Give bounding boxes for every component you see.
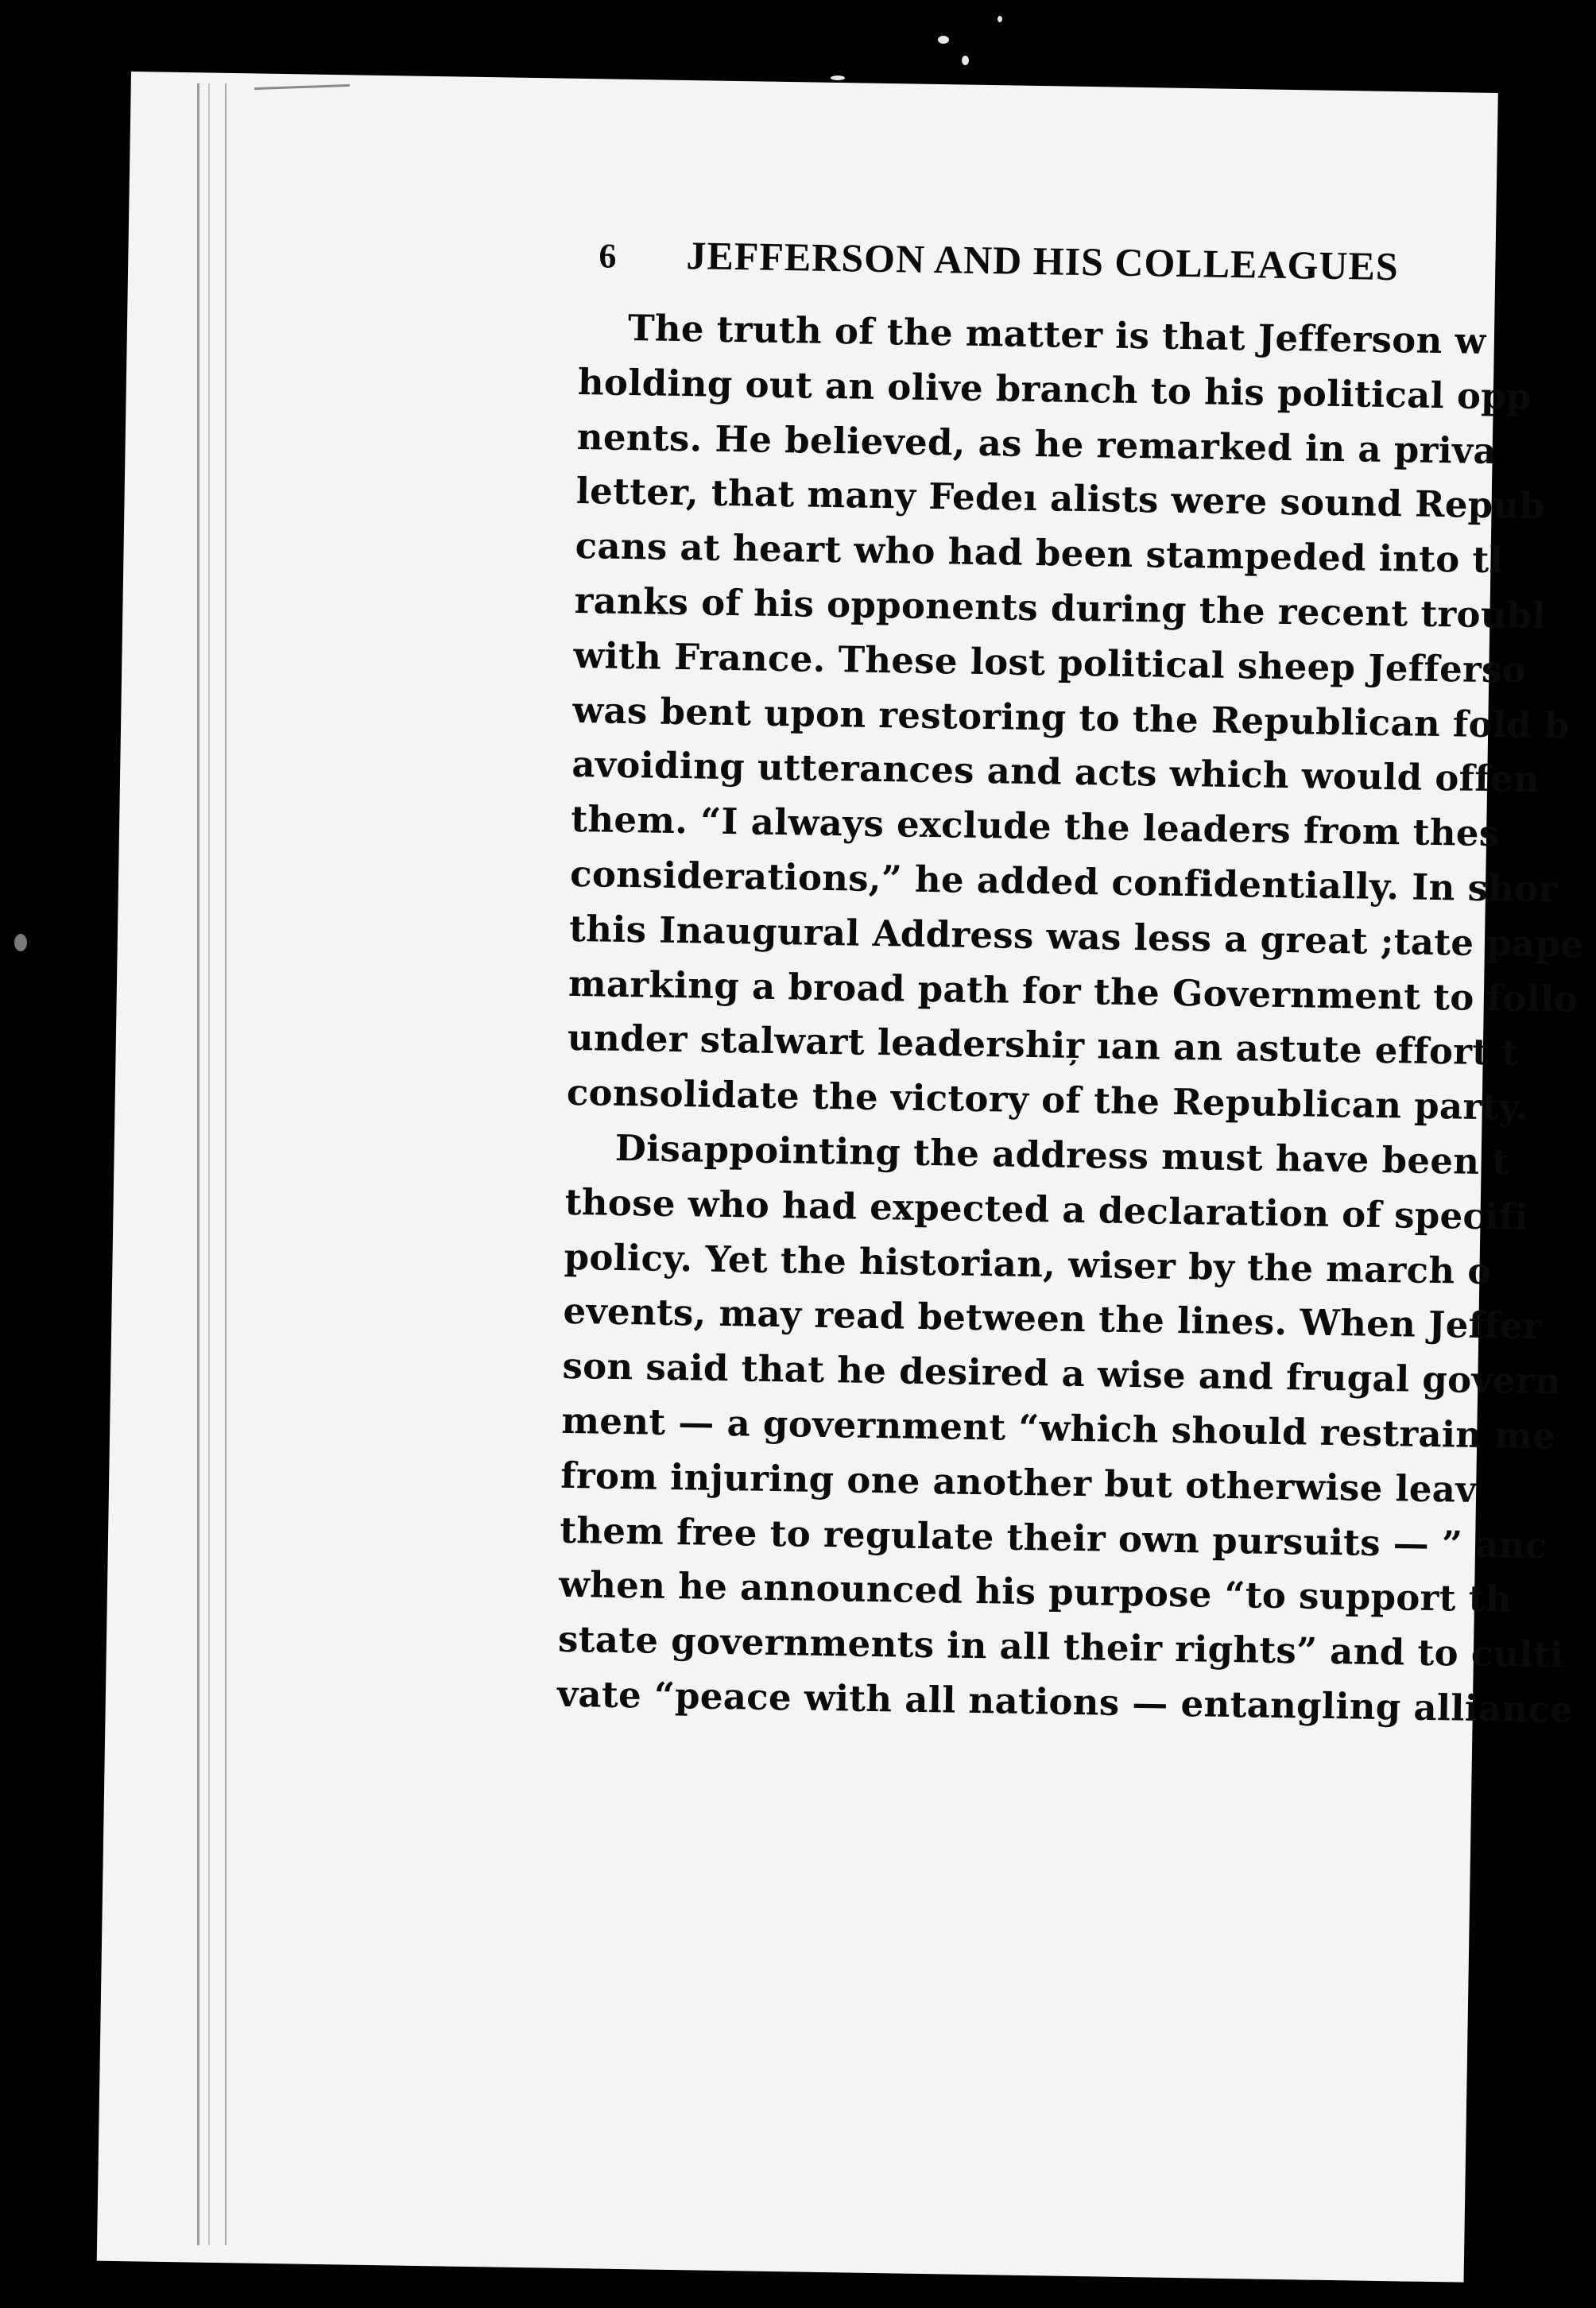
text-line: nents. He believed, as he remarked in a priva [576, 415, 1497, 472]
text-line: considerations,” he added confidentially. In shor [569, 852, 1558, 911]
text-line: consolidate the victory of the Republican party. [566, 1071, 1529, 1129]
binding-edge-line [197, 83, 200, 2245]
dust-speck [962, 56, 969, 65]
text-line: Disappointing the address must have been t [614, 1126, 1509, 1183]
text-line: letter, that many Fedeı alists were sound Repub [575, 470, 1545, 528]
text-line: policy. Yet the historian, wiser by the march o [564, 1235, 1493, 1292]
text-line: this Inaugural Address was less a great ;tate pape [568, 907, 1584, 966]
dust-speck [14, 934, 27, 951]
text-block [556, 230, 1584, 1737]
text-line: vate “peace with all nations — entangling alliance [556, 1672, 1574, 1731]
text-line: those who had expected a declaration of specifi [564, 1180, 1529, 1238]
text-line: son said that he desired a wise and frugal govern [562, 1344, 1562, 1403]
binding-edge-line [225, 83, 227, 2245]
text-line: from injuring one another but otherwise leav [560, 1454, 1478, 1511]
text-line: was bent upon restoring to the Republican fold b [572, 688, 1571, 747]
dust-speck [998, 16, 1002, 22]
text-line: holding out an olive branch to his political opp [577, 360, 1532, 418]
text-line: ranks of his opponents during the recent troubl [574, 579, 1547, 637]
page-number: 6 [598, 236, 618, 276]
text-line: ment — a government “which should restrain me [561, 1399, 1556, 1458]
text-line: cans at heart who had been stampeded into tl [575, 525, 1504, 582]
dust-speck [938, 36, 949, 44]
text-line: them. “I always exclude the leaders from thes [570, 798, 1500, 855]
text-line: marking a broad path for the Government to follo [568, 962, 1579, 1020]
text-line: with France. These lost political sheep Jefferso [573, 633, 1527, 691]
dust-speck [831, 76, 845, 80]
running-head-title: JEFFERSON AND HIS COLLEAGUES [686, 233, 1400, 289]
body-text [556, 300, 1584, 1737]
binding-edge-line [208, 83, 210, 2245]
text-line: events, may read between the lines. When Jeffer [563, 1290, 1543, 1348]
text-line: under stalwart leadershiŗ ıan an astute effort t [567, 1017, 1519, 1075]
text-line: avoiding utterances and acts which would offen [571, 743, 1540, 801]
text-line: The truth of the matter is that Jefferson w [627, 306, 1487, 362]
text-line: them free to regulate their own pursuits — ” anc [559, 1508, 1548, 1566]
text-line: when he announced his purpose “to support th [558, 1563, 1513, 1621]
text-line: state governments in all their rights” and to culti [557, 1617, 1564, 1676]
